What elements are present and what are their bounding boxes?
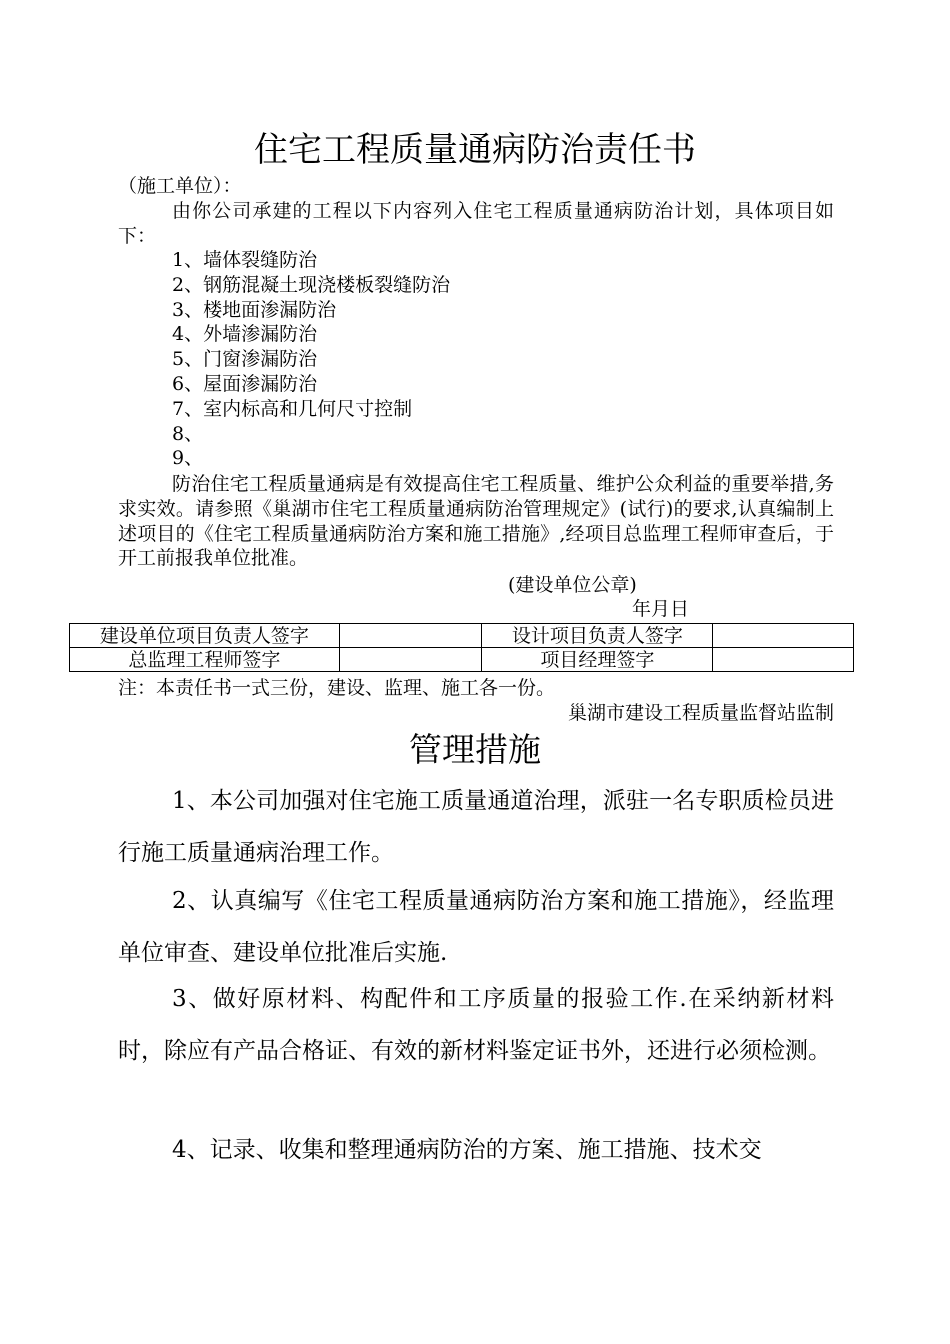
table-row [70, 648, 854, 672]
list-item: 1、墙体裂缝防治 [172, 249, 318, 271]
note-line: 注：本责任书一式三份，建设、监理、施工各一份。 [118, 677, 556, 699]
table-cell-label: 设计项目负责人签字 [482, 624, 713, 648]
table-cell-label: 项目经理签字 [482, 648, 713, 672]
measure-paragraph: 1、本公司加强对住宅施工质量通道治理，派驻一名专职质检员进行施工质量通病治理工作。 [118, 788, 834, 866]
date-label: 年月日 [632, 598, 690, 620]
table-cell-label: 建设单位项目负责人签字 [70, 624, 340, 648]
document-title: 住宅工程质量通病防治责任书 [254, 130, 696, 170]
signature-table [69, 623, 854, 672]
list-item: 7、室内标高和几何尺寸控制 [172, 397, 413, 420]
intro-paragraph: 由你公司承建的工程以下内容列入住宅工程质量通病防治计划，具体项目如下： [118, 200, 834, 247]
table-cell-label: 总监理工程师签字 [70, 648, 340, 672]
list-item: 3、楼地面渗漏防治 [172, 298, 337, 321]
addressee-line: （施工单位）： [118, 175, 242, 197]
list-item: 8、 [172, 422, 204, 445]
list-item: 9、 [172, 447, 204, 470]
measure-paragraph: 2、认真编写《住宅工程质量通病防治方案和施工措施》，经监理单位审查、建设单位批准后实施. [118, 888, 834, 966]
seal-label: (建设单位公章) [508, 574, 637, 596]
issuer-line: 巢湖市建设工程质量监督站监制 [567, 702, 834, 724]
item-list [172, 248, 450, 471]
list-item: 6、屋面渗漏防治 [172, 372, 318, 395]
measure-paragraph: 4、记录、收集和整理通病防治的方案、施工措施、技术交 [172, 1137, 762, 1163]
section-title: 管理措施 [409, 730, 541, 769]
signature-field[interactable] [339, 648, 482, 672]
list-item: 5、门窗渗漏防治 [172, 348, 318, 371]
measure-paragraph: 3、做好原材料、构配件和工序质量的报验工作.在采纳新材料时，除应有产品合格证、有效的新材料鉴定证书外，还进行必须检测。 [118, 986, 834, 1064]
signature-field[interactable] [713, 648, 854, 672]
table-row [70, 624, 854, 648]
list-item: 4、外墙渗漏防治 [172, 323, 318, 346]
body-paragraph: 防治住宅工程质量通病是有效提高住宅工程质量、维护公众利益的重要举措,务求实效。请参照《巢湖市住宅工程质量通病防治管理规定》(试行)的要求,认真编制上述项目的《住宅工程质量通病防治方案和施工措施》,经项目总监理工程师审查后，于开工前报我单位批准。 [118, 473, 834, 570]
list-item: 2、钢筋混凝土现浇楼板裂缝防治 [172, 273, 451, 296]
signature-field[interactable] [339, 624, 482, 648]
signature-field[interactable] [713, 624, 854, 648]
